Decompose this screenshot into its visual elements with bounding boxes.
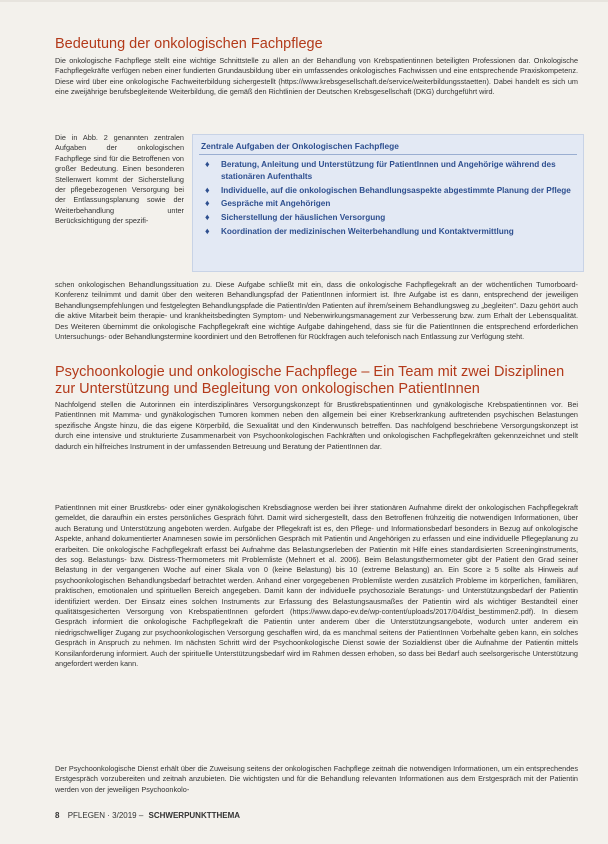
paragraph-concept: Nachfolgend stellen die Autorinnen ein interdisziplinäres Versorgungskonzept für Brustkrebspatientinnen und gynäkologische Krebspatientinnen vor. Bei PatientInnen mit Mamma- und gynäkologischen Tumoren kommen neben den allgemein bei einer Krebserkrankung auftretenden psychischen Belastungen spezifische Ängste hinzu, die das eigene Körperbild, die Sexualität und den Kinderwunsch betreffen. Das nachfolgend beschriebene Versorgungskonzept ist durch eine intensive und strukturierte Zusammenarbeit von Psychoonkologischen Fachkräften und onkologischen Fachpflegekräften gekennzeichnet und stellt dadurch ein hilfreiches Instrument in der umfassenden Betreuung und Beratung der PatientInnen dar.: [55, 400, 578, 451]
section-heading-psychoonkologie: Psychoonkologie und onkologische Fachpflege – Ein Team mit zwei Disziplinen zur Unterstützung und Begleitung von onkologischen PatientInnen: [55, 364, 565, 397]
tasks-item-text: Sicherstellung der häuslichen Versorgung: [221, 213, 386, 223]
tasks-list-item: [203, 226, 573, 238]
bullet-icon: ♦: [205, 212, 210, 223]
section-heading-fachpflege: Bedeutung der onkologischen Fachpflege: [55, 36, 323, 52]
tasks-list: [203, 159, 573, 240]
tasks-item-text: Beratung, Anleitung und Unterstützung für PatientInnen und Angehörige während des stationären Aufenthalts: [221, 160, 556, 181]
tasks-box-title: Zentrale Aufgaben der Onkologischen Fachpflege: [201, 141, 399, 151]
paragraph-narrow-column: Die in Abb. 2 genannten zentralen Aufgaben der onkologischen Fachpflege sind für die Betroffenen von großer Bedeutung. Einen besonderen Stellenwert kommt der Sicherstellung der pflegebezogenen Versorgung bei der Entlassungsplanung sowie der Weiterbehandlung unter Berücksichtigung der spezifi-: [55, 133, 184, 226]
tasks-list-item: [203, 212, 573, 224]
bullet-icon: ♦: [205, 225, 210, 236]
page-number: 8: [55, 811, 60, 820]
paragraph-continuation: schen onkologischen Behandlungssituation zu. Diese Aufgabe schließt mit ein, dass die onkologische Fachpflegekraft an der wöchentlichen Tumorboard-Konferenz teilnimmt und damit über den weiteren Behandlungspfad der PatientInnen informiert ist. Ihre Aufgabe ist es dann, entsprechend der jeweiligen Behandlungsempfehlungen und festgelegten Behandlungspfade die PatientIn/den Patienten auf ihrem/seinem Behandlungsweg zu „begleiten". Dazu gehört auch die aktive Mitarbeit beim therapie- und krankheitsbedingten Symptom- und Nebenwirkungsmanagement zur Verbesserung bzw. zum Erhalt der Lebensqualität. Des Weiteren übernimmt die onkologische Fachpflegekraft eine wichtige Aufgabe dahingehend, dass sie für die PatientInnen die entsprechend erforderlichen Untersuchungs- oder Behandlungstermine koordiniert und den Betroffenen für Rückfragen auch telefonisch nach Entlassung zur Verfügung steht.: [55, 280, 578, 342]
paragraph-intro: Die onkologische Fachpflege stellt eine wichtige Schnittstelle zu allen an der Behandlung von Krebspatientinnen beteiligten Professionen dar. Onkologische Fachpflegekräfte verfügen neben einer fundierten Grundausbildung über ein umfassendes onkologisches Fachwissen und eine entsprechende Praxiskompetenz. Diese wird über eine onkologische Fachweiterbildung sichergestellt (https://www.krebsgesellschaft.de/service/weiterbildungsstaetten). Dabei handelt es sich um eine zweijährige berufsbegleitende Weiterbildung, die gemäß den Richtlinien der Deutschen Krebsgesellschaft (DKG) durchgeführt wird.: [55, 56, 578, 97]
tasks-list-item: [203, 185, 573, 197]
paragraph-admission: PatientInnen mit einer Brustkrebs- oder einer gynäkologischen Krebsdiagnose werden bei ihrer stationären Aufnahme direkt der onkologischen Fachpflegekraft gemeldet, die daraufhin ein erstes persönliches Gespräch führt. Damit wird sichergestellt, dass den Betroffenen frühzeitig die notwendigen Informationen, über auch Beratung und Unterstützung angeboten werden. Aufgabe der Pflegekraft ist es, den Pflege- und Informationsbedarf besonders in Bezug auf onkologische Aspekte, anhand dokumentierter Anamnesen sowie im persönlichen Gespräch mit Patientin und Angehörigen zu erfassen und eine individuelle Pflegeplanung zu erarbeiten. Die onkologische Fachpflegekraft erfasst bei Aufnahme das Belastungserleben der Patientin mit Hilfe eines standardisierten Screeninginstruments, des sog. Belastungs- bzw. Distress-Thermometers mit Problemliste (Mehnert et al. 2006). Beim Belastungsthermometer gibt der Patient den Grad seiner Belastung in der vergangenen Woche auf einer Skala von 0 (keine Belastung) bis 10 (extreme Belastung) an. Ein Score ≥ 5 sollte als Hinweis auf psychoonkologischen Behandlungsbedarf betrachtet werden. Anhand einer vorgegebenen Problemliste werden zusätzlich Probleme im körperlichen, familiären, praktischen, emotionalen und spirituellen Bereich angegeben. Damit kann der individuelle psychosoziale Beratungs- und Unterstützungsbedarf der Patientin identifiziert werden. Der Einsatz eines solchen Instruments zur Erfassung des Belastungsausmaßes der Patientin wird als wichtiger Bestandteil einer qualitätsgesicherten Versorgung von KrebspatientInnen gefordert (https://www.dapo-ev.de/wp-content/uploads/2017/04/dist_bestimmen2.pdf). In diesem Gespräch informiert die onkologische Fachpflegekraft die Patientin unter anderem über die Unterstützungsangebote, wodurch unter anderem ein niedrigschwelliger Zugang zur psychoonkologischen Versorgung geschaffen wird, da es manchmal seitens der PatientInnen Vorbehalte geben kann, ein solches Gespräch in Anspruch zu nehmen. Im nächsten Schritt wird der Psychoonkologische Dienst sowie der Sozialdienst über die Aufnahme der Patientin mittels Konsilanforderung informiert. Auch der spirituelle Unterstützungsbedarf wird im Rahmen dessen erhoben, so dass bei Bedarf auch seelsorgerische Unterstützung angefordert werden kann.: [55, 503, 578, 669]
footer-theme: SCHWERPUNKTTHEMA: [148, 811, 241, 820]
tasks-list-item: [203, 198, 573, 210]
bullet-icon: ♦: [205, 198, 210, 209]
tasks-item-text: Koordination der medizinischen Weiterbehandlung und Kontaktvermittlung: [221, 226, 514, 236]
tasks-item-text: Gespräche mit Angehörigen: [221, 199, 331, 209]
bullet-icon: ♦: [205, 184, 210, 195]
paragraph-psychooncology-service: Der Psychoonkologische Dienst erhält über die Zuweisung seitens der onkologischen Fachpflege zeitnah die notwendigen Informationen, um ein entsprechendes Erstgespräch vorzubereiten und zeitnah anzubieten. Die wichtigsten und für die Behandlung relevanten Informationen aus dem Erstgespräch mit der Patientin werden von der jeweiligen Psychoonkolo-: [55, 764, 578, 794]
journal-issue: PFLEGEN · 3/2019 –: [67, 811, 144, 820]
top-edge: [0, 0, 608, 2]
bullet-icon: ♦: [205, 159, 210, 169]
tasks-item-text: Individuelle, auf die onkologischen Behandlungsaspekte abgestimmte Planung der Pflege: [221, 185, 571, 195]
page-footer: [55, 811, 240, 820]
tasks-list-item: [203, 159, 573, 183]
tasks-box: [192, 134, 584, 272]
tasks-box-divider: [199, 154, 577, 155]
